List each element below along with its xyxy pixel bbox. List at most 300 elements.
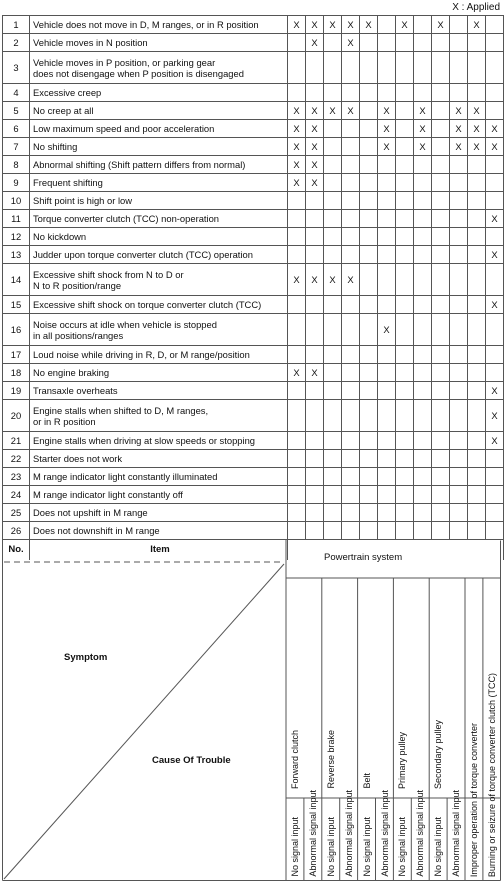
empty-cell bbox=[288, 522, 306, 540]
row-number: 22 bbox=[3, 450, 30, 468]
empty-cell bbox=[414, 34, 432, 52]
applied-mark: X bbox=[486, 210, 504, 228]
empty-cell bbox=[378, 346, 396, 364]
empty-cell bbox=[396, 174, 414, 192]
empty-cell bbox=[450, 468, 468, 486]
applied-mark: X bbox=[378, 138, 396, 156]
table-row bbox=[3, 192, 504, 210]
empty-cell bbox=[396, 504, 414, 522]
empty-cell bbox=[414, 52, 432, 84]
empty-cell bbox=[396, 364, 414, 382]
applied-mark: X bbox=[450, 120, 468, 138]
symptom-item bbox=[30, 450, 288, 468]
empty-cell bbox=[288, 432, 306, 450]
empty-cell bbox=[378, 84, 396, 102]
table-row bbox=[3, 34, 504, 52]
empty-cell bbox=[432, 522, 450, 540]
empty-cell bbox=[360, 228, 378, 246]
empty-cell bbox=[378, 174, 396, 192]
empty-cell bbox=[342, 432, 360, 450]
empty-cell bbox=[288, 450, 306, 468]
empty-cell bbox=[396, 486, 414, 504]
empty-cell bbox=[342, 486, 360, 504]
applied-mark: X bbox=[288, 16, 306, 34]
empty-cell bbox=[486, 156, 504, 174]
row-number: 18 bbox=[3, 364, 30, 382]
table-row bbox=[3, 210, 504, 228]
empty-cell bbox=[432, 84, 450, 102]
empty-cell bbox=[450, 364, 468, 382]
row-number: 17 bbox=[3, 346, 30, 364]
empty-cell bbox=[468, 382, 486, 400]
applied-mark: X bbox=[468, 138, 486, 156]
symptom-text: Does not downshift in M range bbox=[33, 525, 160, 536]
symptom-item bbox=[30, 120, 288, 138]
empty-cell bbox=[288, 346, 306, 364]
empty-cell bbox=[486, 468, 504, 486]
empty-cell bbox=[414, 314, 432, 346]
empty-cell bbox=[396, 346, 414, 364]
empty-cell bbox=[378, 432, 396, 450]
empty-cell bbox=[324, 174, 342, 192]
empty-cell bbox=[414, 504, 432, 522]
empty-cell bbox=[450, 52, 468, 84]
empty-cell bbox=[324, 120, 342, 138]
empty-cell bbox=[306, 314, 324, 346]
empty-cell bbox=[342, 228, 360, 246]
applied-mark: X bbox=[342, 16, 360, 34]
empty-cell bbox=[360, 120, 378, 138]
applied-mark: X bbox=[288, 120, 306, 138]
empty-cell bbox=[414, 84, 432, 102]
row-number: 21 bbox=[3, 432, 30, 450]
signal-label: Abnormal signal input bbox=[415, 790, 426, 877]
empty-cell bbox=[396, 228, 414, 246]
empty-cell bbox=[378, 486, 396, 504]
symptom-item bbox=[30, 486, 288, 504]
empty-cell bbox=[324, 84, 342, 102]
applied-mark: X bbox=[288, 264, 306, 296]
empty-cell bbox=[396, 382, 414, 400]
empty-cell bbox=[360, 138, 378, 156]
applied-mark: X bbox=[288, 156, 306, 174]
empty-cell bbox=[414, 468, 432, 486]
empty-cell bbox=[288, 192, 306, 210]
applied-mark: X bbox=[306, 102, 324, 120]
empty-cell bbox=[468, 296, 486, 314]
symptom-text: Excessive creep bbox=[33, 87, 102, 98]
empty-cell bbox=[342, 382, 360, 400]
empty-cell bbox=[450, 156, 468, 174]
empty-cell bbox=[432, 314, 450, 346]
table-row bbox=[3, 264, 504, 296]
empty-cell bbox=[396, 192, 414, 210]
empty-cell bbox=[288, 296, 306, 314]
applied-mark: X bbox=[468, 16, 486, 34]
empty-cell bbox=[360, 364, 378, 382]
symptom-item bbox=[30, 210, 288, 228]
signal-label: No signal input bbox=[290, 817, 300, 877]
symptom-item bbox=[30, 364, 288, 382]
empty-cell bbox=[342, 52, 360, 84]
empty-cell bbox=[468, 34, 486, 52]
applied-mark: X bbox=[378, 120, 396, 138]
applied-mark: X bbox=[414, 120, 432, 138]
row-number: 10 bbox=[3, 192, 30, 210]
empty-cell bbox=[396, 400, 414, 432]
applied-legend: X : Applied bbox=[452, 2, 500, 13]
empty-cell bbox=[468, 314, 486, 346]
empty-cell bbox=[306, 400, 324, 432]
symptom-item bbox=[30, 522, 288, 540]
empty-cell bbox=[324, 296, 342, 314]
symptom-text: Loud noise while driving in R, D, or M range/position bbox=[33, 349, 250, 360]
empty-cell bbox=[324, 192, 342, 210]
applied-mark: X bbox=[306, 156, 324, 174]
empty-cell bbox=[360, 210, 378, 228]
symptom-text: Vehicle moves in P position, or parking gear bbox=[33, 56, 216, 68]
empty-cell bbox=[432, 174, 450, 192]
empty-cell bbox=[378, 382, 396, 400]
empty-cell bbox=[378, 52, 396, 84]
empty-cell bbox=[306, 296, 324, 314]
header-no: No. bbox=[3, 540, 30, 560]
symptom-text: Vehicle does not move in D, M ranges, or in R position bbox=[33, 19, 259, 30]
empty-cell bbox=[468, 522, 486, 540]
applied-mark: X bbox=[396, 16, 414, 34]
signal-label: Abnormal signal input bbox=[307, 790, 318, 877]
table-row bbox=[3, 450, 504, 468]
empty-cell bbox=[324, 210, 342, 228]
empty-cell bbox=[324, 450, 342, 468]
empty-cell bbox=[378, 34, 396, 52]
symptom-text: Shift point is high or low bbox=[33, 195, 133, 206]
symptom-text: Frequent shifting bbox=[33, 177, 103, 188]
applied-mark: X bbox=[306, 34, 324, 52]
empty-cell bbox=[342, 84, 360, 102]
empty-cell bbox=[486, 34, 504, 52]
empty-cell bbox=[324, 432, 342, 450]
empty-cell bbox=[342, 246, 360, 264]
applied-mark: X bbox=[414, 138, 432, 156]
empty-cell bbox=[468, 486, 486, 504]
applied-mark: X bbox=[324, 102, 342, 120]
empty-cell bbox=[432, 296, 450, 314]
empty-cell bbox=[432, 138, 450, 156]
symptom-item bbox=[30, 296, 288, 314]
row-number: 13 bbox=[3, 246, 30, 264]
signal-label: No signal input bbox=[325, 817, 336, 877]
row-number: 9 bbox=[3, 174, 30, 192]
empty-cell bbox=[450, 504, 468, 522]
empty-cell bbox=[468, 192, 486, 210]
row-number: 6 bbox=[3, 120, 30, 138]
applied-mark: X bbox=[342, 264, 360, 296]
empty-cell bbox=[486, 486, 504, 504]
empty-cell bbox=[342, 156, 360, 174]
symptom-text: Noise occurs at idle when vehicle is stopped bbox=[33, 318, 217, 330]
empty-cell bbox=[432, 346, 450, 364]
applied-mark: X bbox=[450, 102, 468, 120]
table-row bbox=[3, 120, 504, 138]
empty-cell bbox=[432, 34, 450, 52]
empty-cell bbox=[396, 450, 414, 468]
empty-cell bbox=[378, 192, 396, 210]
signal-label: No signal input bbox=[397, 817, 408, 877]
empty-cell bbox=[450, 382, 468, 400]
empty-cell bbox=[288, 468, 306, 486]
empty-cell bbox=[360, 102, 378, 120]
empty-cell bbox=[396, 264, 414, 296]
empty-cell bbox=[450, 346, 468, 364]
empty-cell bbox=[342, 210, 360, 228]
row-number: 11 bbox=[3, 210, 30, 228]
row-number: 25 bbox=[3, 504, 30, 522]
empty-cell bbox=[450, 314, 468, 346]
empty-cell bbox=[396, 314, 414, 346]
empty-cell bbox=[432, 382, 450, 400]
empty-cell bbox=[414, 382, 432, 400]
row-number: 4 bbox=[3, 84, 30, 102]
empty-cell bbox=[378, 504, 396, 522]
empty-cell bbox=[306, 432, 324, 450]
empty-cell bbox=[288, 400, 306, 432]
empty-cell bbox=[360, 346, 378, 364]
empty-cell bbox=[288, 382, 306, 400]
row-number: 16 bbox=[3, 314, 30, 346]
empty-cell bbox=[342, 364, 360, 382]
applied-mark: X bbox=[306, 364, 324, 382]
empty-cell bbox=[396, 210, 414, 228]
empty-cell bbox=[414, 400, 432, 432]
applied-mark: X bbox=[342, 34, 360, 52]
empty-cell bbox=[414, 16, 432, 34]
symptom-text: No creep at all bbox=[33, 105, 94, 116]
applied-mark: X bbox=[486, 382, 504, 400]
empty-cell bbox=[396, 246, 414, 264]
empty-cell bbox=[378, 246, 396, 264]
symptom-item bbox=[30, 382, 288, 400]
symptom-item bbox=[30, 52, 288, 84]
empty-cell bbox=[414, 156, 432, 174]
symptom-item bbox=[30, 102, 288, 120]
empty-cell bbox=[432, 264, 450, 296]
empty-cell bbox=[288, 486, 306, 504]
empty-cell bbox=[468, 156, 486, 174]
empty-cell bbox=[396, 432, 414, 450]
symptom-item bbox=[30, 432, 288, 450]
row-number: 8 bbox=[3, 156, 30, 174]
empty-cell bbox=[414, 228, 432, 246]
signal-label: Abnormal signal input bbox=[451, 790, 462, 877]
applied-mark: X bbox=[342, 102, 360, 120]
empty-cell bbox=[486, 228, 504, 246]
empty-cell bbox=[414, 192, 432, 210]
empty-cell bbox=[306, 246, 324, 264]
empty-cell bbox=[432, 102, 450, 120]
empty-cell bbox=[360, 486, 378, 504]
empty-cell bbox=[414, 450, 432, 468]
cause-column-label: Improper operation of torque converter bbox=[469, 722, 479, 877]
symptom-item bbox=[30, 174, 288, 192]
table-row bbox=[3, 174, 504, 192]
symptom-item bbox=[30, 504, 288, 522]
symptom-text: M range indicator light constantly off bbox=[33, 489, 183, 500]
applied-mark: X bbox=[486, 138, 504, 156]
empty-cell bbox=[414, 364, 432, 382]
symptom-text: Transaxle overheats bbox=[33, 385, 118, 396]
empty-cell bbox=[396, 156, 414, 174]
empty-cell bbox=[432, 432, 450, 450]
empty-cell bbox=[306, 450, 324, 468]
empty-cell bbox=[396, 102, 414, 120]
empty-cell bbox=[414, 432, 432, 450]
empty-cell bbox=[306, 210, 324, 228]
empty-cell bbox=[360, 314, 378, 346]
symptom-text: does not disengage when P position is disengaged bbox=[33, 67, 244, 79]
symptom-text: No shifting bbox=[33, 141, 78, 152]
symptom-text: Does not upshift in M range bbox=[33, 507, 148, 518]
empty-cell bbox=[378, 400, 396, 432]
empty-cell bbox=[450, 16, 468, 34]
applied-mark: X bbox=[450, 138, 468, 156]
symptom-text: in all positions/ranges bbox=[33, 329, 124, 341]
empty-cell bbox=[486, 84, 504, 102]
applied-mark: X bbox=[486, 400, 504, 432]
empty-cell bbox=[450, 522, 468, 540]
empty-cell bbox=[396, 52, 414, 84]
symptom-text: or in R position bbox=[33, 415, 96, 427]
empty-cell bbox=[486, 264, 504, 296]
applied-mark: X bbox=[306, 138, 324, 156]
empty-cell bbox=[378, 156, 396, 174]
empty-cell bbox=[288, 228, 306, 246]
empty-cell bbox=[324, 486, 342, 504]
table-row bbox=[3, 364, 504, 382]
symptom-text: Excessive shift shock on torque converter clutch (TCC) bbox=[33, 299, 262, 310]
symptom-item bbox=[30, 138, 288, 156]
applied-mark: X bbox=[378, 102, 396, 120]
empty-cell bbox=[450, 486, 468, 504]
empty-cell bbox=[396, 522, 414, 540]
symptom-text: No engine braking bbox=[33, 367, 110, 378]
empty-cell bbox=[396, 84, 414, 102]
applied-mark: X bbox=[306, 264, 324, 296]
empty-cell bbox=[360, 34, 378, 52]
empty-cell bbox=[342, 450, 360, 468]
applied-mark: X bbox=[288, 102, 306, 120]
row-number: 5 bbox=[3, 102, 30, 120]
empty-cell bbox=[360, 52, 378, 84]
empty-cell bbox=[396, 138, 414, 156]
empty-cell bbox=[360, 450, 378, 468]
empty-cell bbox=[378, 264, 396, 296]
empty-cell bbox=[450, 210, 468, 228]
empty-cell bbox=[414, 264, 432, 296]
row-number: 7 bbox=[3, 138, 30, 156]
symptom-label: Symptom bbox=[64, 652, 108, 663]
empty-cell bbox=[486, 522, 504, 540]
empty-cell bbox=[324, 346, 342, 364]
empty-cell bbox=[432, 210, 450, 228]
empty-cell bbox=[432, 52, 450, 84]
empty-cell bbox=[486, 192, 504, 210]
symptom-item bbox=[30, 346, 288, 364]
empty-cell bbox=[360, 84, 378, 102]
symptom-text: Abnormal shifting (Shift pattern differs from normal) bbox=[33, 159, 246, 170]
table-row bbox=[3, 52, 504, 84]
table-row bbox=[3, 246, 504, 264]
empty-cell bbox=[450, 84, 468, 102]
empty-cell bbox=[288, 210, 306, 228]
diagnosis-header-block bbox=[2, 540, 501, 881]
empty-cell bbox=[450, 174, 468, 192]
applied-mark: X bbox=[360, 16, 378, 34]
empty-cell bbox=[288, 34, 306, 52]
table-row bbox=[3, 432, 504, 450]
empty-cell bbox=[468, 228, 486, 246]
empty-cell bbox=[396, 296, 414, 314]
symptom-item bbox=[30, 192, 288, 210]
row-number: 3 bbox=[3, 52, 30, 84]
symptom-text: Vehicle moves in N position bbox=[33, 37, 148, 48]
table-row bbox=[3, 486, 504, 504]
applied-mark: X bbox=[432, 16, 450, 34]
empty-cell bbox=[468, 468, 486, 486]
empty-cell bbox=[450, 34, 468, 52]
table-row bbox=[3, 468, 504, 486]
symptom-item bbox=[30, 246, 288, 264]
symptom-item bbox=[30, 228, 288, 246]
row-number: 14 bbox=[3, 264, 30, 296]
empty-cell bbox=[342, 296, 360, 314]
empty-cell bbox=[342, 400, 360, 432]
empty-cell bbox=[306, 52, 324, 84]
empty-cell bbox=[324, 246, 342, 264]
empty-cell bbox=[450, 264, 468, 296]
symptom-text: Low maximum speed and poor acceleration bbox=[33, 123, 215, 134]
empty-cell bbox=[414, 174, 432, 192]
empty-cell bbox=[288, 84, 306, 102]
empty-cell bbox=[342, 468, 360, 486]
empty-cell bbox=[378, 522, 396, 540]
empty-cell bbox=[360, 432, 378, 450]
row-number: 1 bbox=[3, 16, 30, 34]
table-row bbox=[3, 504, 504, 522]
table-row bbox=[3, 102, 504, 120]
symptom-item bbox=[30, 400, 288, 432]
empty-cell bbox=[414, 522, 432, 540]
empty-cell bbox=[468, 364, 486, 382]
empty-cell bbox=[342, 120, 360, 138]
empty-cell bbox=[324, 314, 342, 346]
symptom-item bbox=[30, 16, 288, 34]
symptom-text: No kickdown bbox=[33, 231, 87, 242]
empty-cell bbox=[468, 400, 486, 432]
symptom-text: Excessive shift shock from N to D or bbox=[33, 268, 184, 280]
symptom-item bbox=[30, 34, 288, 52]
symptom-table-body bbox=[3, 16, 504, 560]
table-row bbox=[3, 156, 504, 174]
row-number: 15 bbox=[3, 296, 30, 314]
empty-cell bbox=[486, 174, 504, 192]
empty-cell bbox=[432, 504, 450, 522]
applied-mark: X bbox=[378, 314, 396, 346]
powertrain-system-label: Powertrain system bbox=[324, 552, 403, 563]
empty-cell bbox=[432, 120, 450, 138]
empty-cell bbox=[360, 192, 378, 210]
symptom-item bbox=[30, 264, 288, 296]
